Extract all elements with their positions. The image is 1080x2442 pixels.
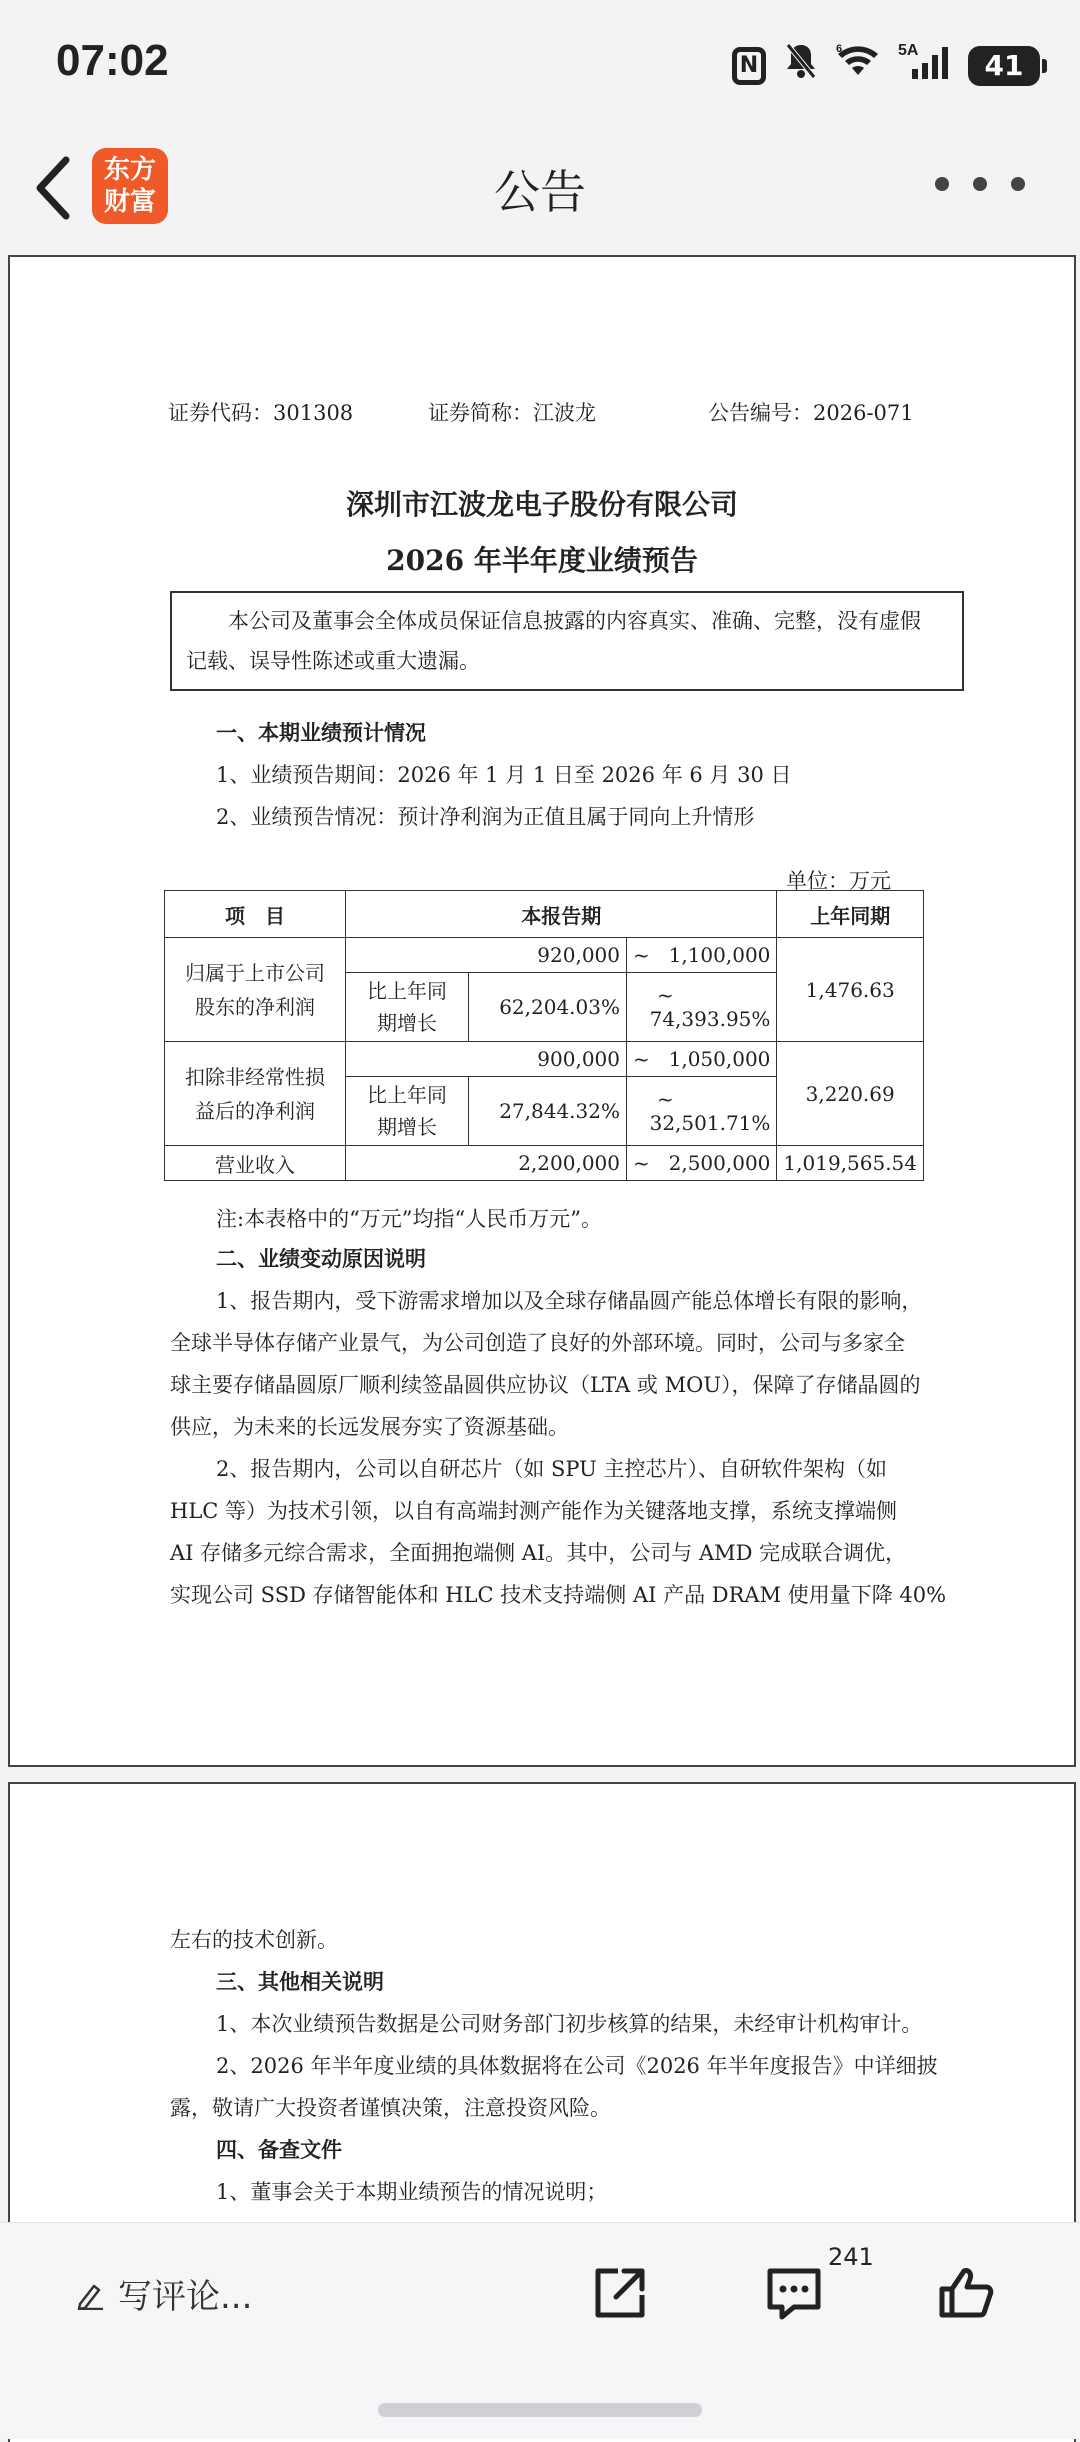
app-header [0,130,1080,250]
net-profit-low: 920,000 [346,938,627,973]
nfc-icon: N [732,47,766,85]
table-row [165,1146,924,1181]
range-tilde: ~ [633,1047,650,1071]
comment-input[interactable] [76,2269,252,2318]
row-label-line: 扣除非经常性损 [185,1064,325,1089]
net-profit-last-year: 1,476.63 [777,938,924,1042]
section-1-item-1: 1、业绩预告期间：2026 年 1 月 1 日至 2026 年 6 月 30 日 [216,763,792,787]
eastmoney-logo: 东方 财富 [92,148,168,224]
growth-label [346,1077,469,1146]
net-profit-growth-low: 62,204.03% [469,973,627,1042]
net-profit-growth-high [627,973,777,1042]
more-dots-icon [922,169,1042,199]
section-2-p1-line-4: 供应，为未来的长远发展夯实了资源基础。 [170,1415,569,1439]
disclaimer-line-2: 记载、误导性陈述或重大遗漏。 [186,649,480,673]
disclaimer-box [170,591,964,691]
bottom-action-bar [0,2222,1080,2439]
section-4-heading: 四、备查文件 [216,2137,342,2162]
section-2-heading: 二、业绩变动原因说明 [216,1246,426,1271]
report-title: 2026 年半年度业绩预告 [386,544,698,577]
pencil-icon [76,2280,106,2310]
forecast-table [164,890,924,1181]
table-note: 注:本表格中的“万元”均指“人民币万元”。 [216,1207,603,1231]
wifi-icon [836,42,880,91]
deducted-growth-low: 27,844.32% [469,1077,627,1146]
section-3-item-1: 1、本次业绩预告数据是公司财务部门初步核算的结果，未经审计机构审计。 [216,2012,923,2036]
net-profit-growth-high-value: 74,393.95% [649,1007,771,1031]
section-2-p2-line-1: 2、报告期内，公司以自研芯片（如 SPU 主控芯片）、自研软件架构（如 [216,1457,888,1481]
announcement-number: 公告编号：2026-071 [708,401,914,425]
net-profit-high-value: 1,100,000 [668,943,771,967]
section-2-p2-line-3: AI 存储多元综合需求，全面拥抱端侧 AI。其中，公司与 AMD 完成联合调优， [170,1541,907,1565]
range-tilde: ~ [657,1087,674,1111]
signal-icon [898,41,950,92]
network-type-label: 5A [898,41,919,59]
svg-text:6: 6 [836,42,843,55]
like-button[interactable] [936,2263,996,2323]
revenue-high [627,1146,777,1181]
header-item: 项 目 [165,891,346,938]
page-title: 公告 [494,165,586,219]
table-row [165,1042,924,1077]
header-last-year: 上年同期 [777,891,924,938]
section-3-heading: 三、其他相关说明 [216,1969,384,1994]
row-label-line: 股东的净利润 [195,994,315,1019]
row-label-revenue: 营业收入 [165,1146,346,1181]
table-header-row [165,891,924,938]
section-3-item-2-line-2: 露，敬请广大投资者谨慎决策，注意投资风险。 [170,2096,611,2120]
disclaimer-line-1: 本公司及董事会全体成员保证信息披露的内容真实、准确、完整，没有虚假 [228,609,921,633]
deducted-profit-last-year: 3,220.69 [777,1042,924,1146]
section-4-item-1: 1、董事会关于本期业绩预告的情况说明； [216,2180,608,2204]
growth-label-line: 比上年同 [367,979,447,1003]
status-bar [0,0,1080,130]
stock-abbr: 证券简称：江波龙 [428,401,596,425]
row-label-line: 归属于上市公司 [185,960,325,985]
section-3-item-2-line-1: 2、2026 年半年度业绩的具体数据将在公司《2026 年半年度报告》中详细披 [216,2054,938,2078]
range-tilde: ~ [633,943,650,967]
growth-label-line: 比上年同 [367,1083,447,1107]
growth-label [346,973,469,1042]
section-2-p1-line-3: 球主要存储晶圆原厂顺利续签晶圆供应协议（LTA 或 MOU），保障了存储晶圆的 [170,1373,921,1397]
section-2-p2-line-2: HLC 等）为技术引领，以自有高端封测产能作为关键落地支撑，系统支撑端侧 [170,1499,897,1523]
deducted-profit-high [627,1042,777,1077]
comment-bubble-icon [764,2263,824,2323]
deducted-profit-low: 900,000 [346,1042,627,1077]
range-tilde: ~ [657,983,674,1007]
revenue-high-value: 2,500,000 [668,1151,771,1175]
unit-label: 单位：万元 [786,869,891,893]
share-icon [590,2263,650,2323]
thumbs-up-icon [936,2263,996,2323]
stock-code: 证券代码：301308 [168,401,354,425]
header-current-period: 本报告期 [346,891,777,938]
growth-label-line: 期增长 [377,1115,437,1139]
revenue-low: 2,200,000 [346,1146,627,1181]
growth-label-line: 期增长 [377,1011,437,1035]
deducted-growth-high-value: 32,501.71% [649,1111,771,1135]
deducted-profit-high-value: 1,050,000 [668,1047,771,1071]
document-page-1 [8,255,1076,1767]
section-1-item-2: 2、业绩预告情况：预计净利润为正值且属于同向上升情形 [216,805,755,829]
company-name: 深圳市江波龙电子股份有限公司 [345,488,738,521]
section-1-heading: 一、本期业绩预计情况 [216,720,426,745]
page-2-continuation: 左右的技术创新。 [170,1928,338,1952]
row-label-deducted-profit [165,1042,346,1146]
more-options-button[interactable] [922,156,1042,206]
section-2-p1-line-1: 1、报告期内，受下游需求增加以及全球存储晶圆产能总体增长有限的影响， [216,1289,923,1313]
range-tilde: ~ [633,1151,650,1175]
comments-button[interactable] [764,2263,824,2323]
mute-bell-icon [784,42,818,91]
revenue-last-year: 1,019,565.54 [777,1146,924,1181]
battery-indicator: 41 [968,46,1040,86]
row-label-line: 益后的净利润 [195,1098,315,1123]
row-label-net-profit [165,938,346,1042]
home-indicator[interactable] [378,2403,702,2417]
deducted-growth-high [627,1077,777,1146]
comment-count: 241 [828,2243,874,2271]
status-time: 07:02 [56,36,169,85]
net-profit-high [627,938,777,973]
table-row [165,938,924,973]
share-button[interactable] [590,2263,650,2323]
section-2-p1-line-2: 全球半导体存储产业景气，为公司创造了良好的外部环境。同时，公司与多家全 [170,1331,905,1355]
status-icons [732,41,1040,88]
comment-placeholder: 写评论... [118,2277,253,2317]
section-2-p2-line-4: 实现公司 SSD 存储智能体和 HLC 技术支持端侧 AI 产品 DRAM 使用量下降 40% [170,1583,947,1607]
